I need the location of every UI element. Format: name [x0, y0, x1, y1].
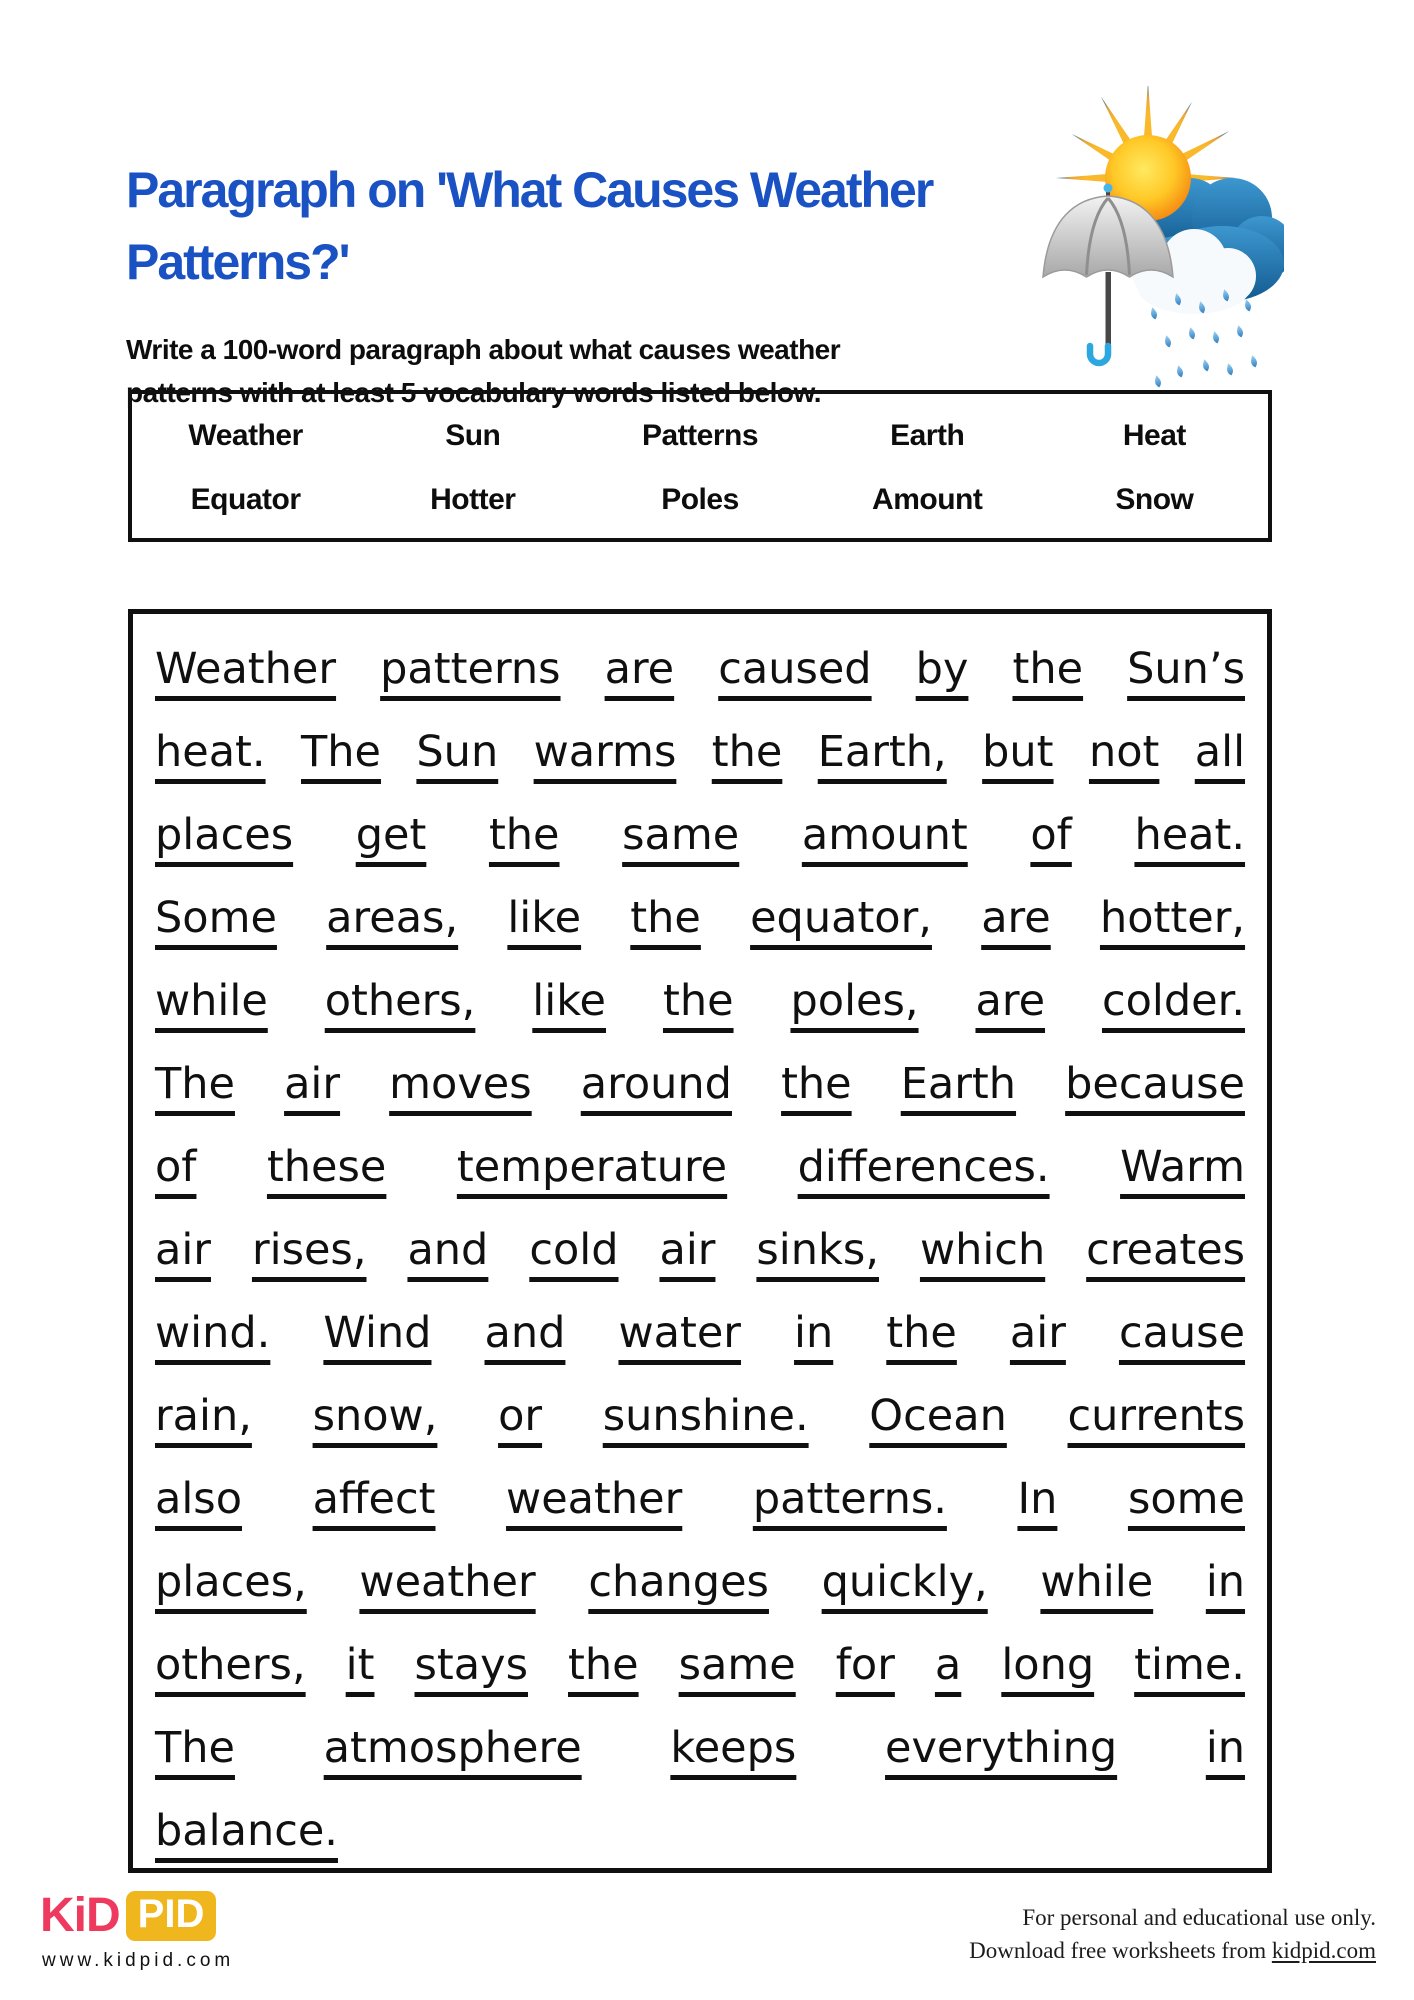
paragraph-line: The atmosphere keeps everything in	[155, 1723, 1246, 1773]
paragraph-line: of these temperature differences. Warm	[155, 1142, 1245, 1192]
paragraph-line: rain, snow, or sunshine. Ocean currents	[155, 1391, 1246, 1441]
paragraph-line: places get the same amount of heat.	[155, 810, 1246, 860]
vocab-word: Sun	[445, 419, 501, 452]
paragraph-line: balance.	[155, 1806, 338, 1856]
vocab-word: Weather	[188, 419, 303, 452]
logo-kid-text: KiD	[40, 1889, 120, 1942]
vocab-word: Amount	[872, 483, 983, 516]
paragraph-line: Weather patterns are caused by the Sun’s	[155, 644, 1245, 694]
paragraph-line: Some areas, like the equator, are hotter,	[155, 893, 1246, 943]
vocab-word: Patterns	[641, 419, 759, 452]
paragraph-line: heat. The Sun warms the Earth, but not all	[155, 727, 1246, 777]
logo-pid-badge: PID	[126, 1891, 217, 1941]
paragraph-line: air rises, and cold air sinks, which creates	[155, 1225, 1246, 1275]
paragraph-line: wind. Wind and water in the air cause	[155, 1308, 1246, 1358]
footer-note	[969, 1901, 1376, 1967]
paragraph-line: places, weather changes quickly, while in	[155, 1557, 1246, 1607]
kidpid-logo	[40, 1888, 216, 1943]
vocab-word: Earth	[890, 419, 965, 452]
vocab-word: Heat	[1122, 419, 1186, 452]
paragraph-line: others, it stays the same for a long time.	[155, 1640, 1245, 1690]
vocab-word: Hotter	[430, 483, 516, 516]
footer-note-line1: For personal and educational use only.	[1022, 1905, 1376, 1930]
kidpid-link[interactable]: kidpid.com	[1271, 1938, 1376, 1963]
paragraph-line: The air moves around the Earth because	[155, 1059, 1245, 1109]
paragraph-box	[128, 609, 1272, 1873]
footer-note-line2: Download free worksheets from kidpid.com	[969, 1938, 1376, 1963]
paragraph-line: also affect weather patterns. In some	[155, 1474, 1245, 1524]
vocab-word: Poles	[661, 483, 739, 516]
logo-url: www.kidpid.com	[42, 1950, 235, 1971]
vocab-word: Snow	[1115, 483, 1194, 516]
vocab-word: Equator	[190, 483, 301, 516]
instructions-text: Write a 100-word paragraph about what causes weather patterns with at least 5 vocabulary words listed below.	[126, 334, 841, 408]
paragraph-line: while others, like the poles, are colder.	[155, 976, 1246, 1026]
vocabulary-box	[128, 390, 1272, 542]
page-title: Paragraph on 'What Causes Weather Patterns?'	[126, 161, 933, 290]
weather-illustration	[1018, 86, 1284, 422]
